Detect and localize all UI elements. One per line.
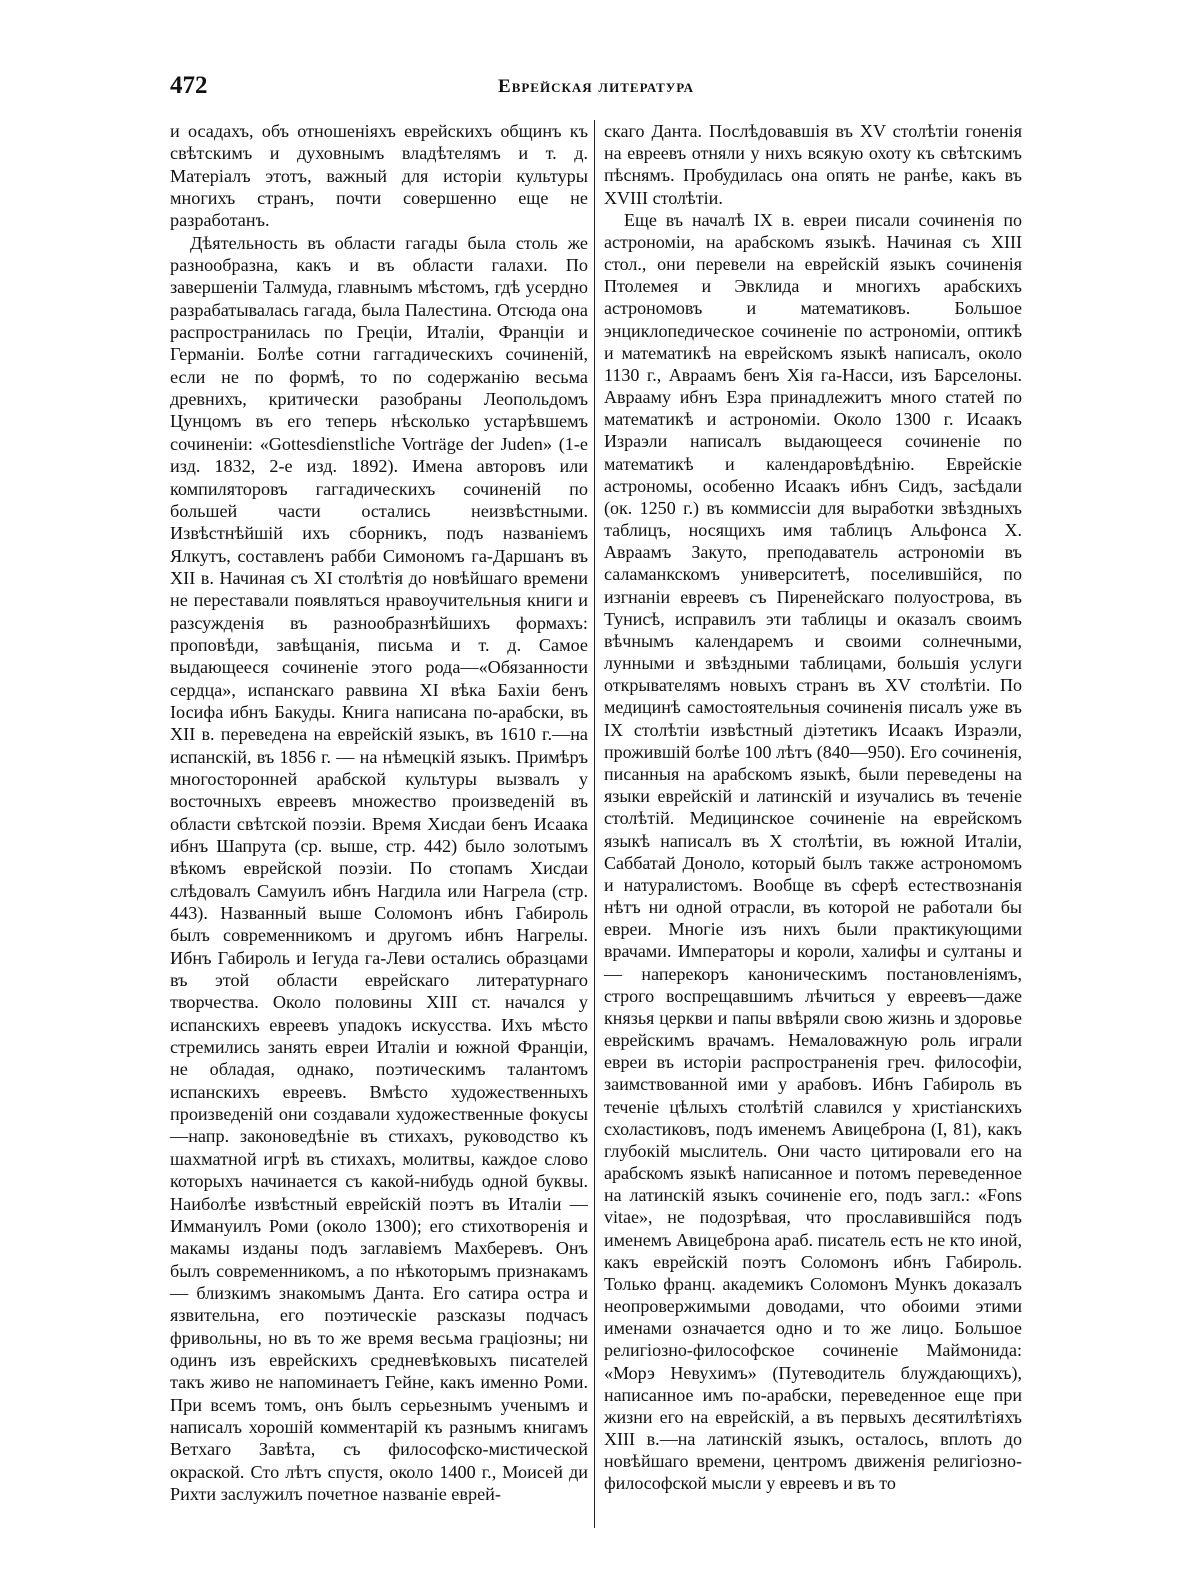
paragraph: Дѣятельность въ области гагады была столь же разнообразна, какъ и въ области галахи. По завершеніи Талмуда, главнымъ мѣстомъ, гдѣ усердно разрабатывалась гагада, была Палестина. Отсюда она распространилась по Греціи, Италіи, Франціи и Германіи. Болѣе сотни гаггадическихъ сочиненій, если не по формѣ, то по содержанію весьма древнихъ, критически разобраны Леопольдомъ Цунцомъ въ его теперь нѣсколько устарѣвшемъ сочиненіи: «Gottesdienstliche Vorträge der Juden» (1-е изд. 1832, 2-е изд. 1892). Имена авторовъ или компиляторовъ гаггадическихъ сочиненій по большей части остались неизвѣстными. Извѣстнѣйшій ихъ сборникъ, подъ названіемъ Ялкутъ, составленъ рабби Симономъ га-Даршанъ въ XII в. Начиная съ XI столѣтія до новѣйшаго времени не переставали появляться нравоучительныя книги и разсужденія въ разнообразнѣйшихъ формахъ: проповѣди, завѣщанія, письма и т. д. Самое выдающееся сочиненіе этого рода—«Обязанности сердца», испанскаго раввина XI вѣка Бахіи бенъ Іосифа ибнъ Бакуды. Книга написана по-арабски, въ XII в. переведена на еврейскій языкъ, въ 1610 г.—на испанскій, въ 1856 г. — на нѣмецкій языкъ. Примѣръ многосторонней арабской культуры вызвалъ у восточныхъ евреевъ множество произведеній въ области свѣтской поэзіи. Время Хисдаи бенъ Исаака ибнъ Шапрута (ср. выше, стр. 442) было золотымъ вѣкомъ еврейской поэзіи. По стопамъ Хисдаи слѣдовалъ Самуилъ ибнъ Нагдила или Нагрела (стр. 443). Названный выше Соломонъ ибнъ Габироль былъ современникомъ и другомъ ибнъ Нагрелы. Ибнъ Габироль и Іегуда га-Леви остались образцами въ этой области еврейскаго литературнаго творчества. Около половины XIII ст. начался у испанскихъ евреевъ упадокъ искусства. Ихъ мѣсто стремились занять евреи Италіи и южной Франціи, не обладая, однако, поэтическимъ талантомъ испанскихъ евреевъ. Вмѣсто художественныхъ произведеній они создавали художественные фокусы—напр. законоведѣніе въ стихахъ, руководство къ шахматной игрѣ въ стихахъ, молитвы, каждое слово которыхъ начинается съ какой-нибудь одной буквы. Наиболѣе извѣстный еврейскій поэтъ въ Италіи — Иммануилъ Роми (около 1300); его стихотворенія и макамы изданы подъ заглавіемъ Махберевъ. Онъ былъ современникомъ, а по нѣкоторымъ признакамъ — близкимъ знакомымъ Данта. Его сатира остра и язвительна, его поэтическіе разсказы подчасъ фривольны, но въ то же время весьма граціозны; ни одинъ изъ еврейскихъ средневѣковыхъ писателей такъ живо не напоминаетъ Гейне, какъ именно Роми. При всемъ томъ, онъ былъ серьезнымъ ученымъ и написалъ хорошій комментарій къ разнымъ книгамъ Ветхаго Завѣта, съ философско-мистической окраской. Сто лѣтъ спустя, около 1400 г., Моисей ди Рихти заслужилъ почетное названіе еврей- bbox=[170, 232, 588, 1504]
page-number: 472 bbox=[170, 72, 208, 99]
running-title: Еврейская литература bbox=[498, 76, 694, 97]
paragraph: и осадахъ, объ отношеніяхъ еврейскихъ общинъ къ свѣтскимъ и духовнымъ владѣтелямъ и т. д. Матеріалъ этотъ, важный для исторіи культуры многихъ странъ, почти совершенно еще не разработанъ. bbox=[170, 121, 588, 231]
left-column bbox=[170, 120, 588, 1505]
page-header bbox=[170, 72, 1022, 108]
right-column bbox=[604, 120, 1022, 1495]
column-divider bbox=[594, 120, 595, 1528]
paragraph: Еще въ началѣ IX в. евреи писали сочиненія по астрономіи, на арабскомъ языкѣ. Начиная съ XIII стол., они перевели на еврейскій языкъ сочиненія Птолемея и Эвклида и многихъ арабскихъ астрономовъ и математиковъ. Большое энциклопедическое сочиненіе по астрономіи, оптикѣ и математикѣ на еврейскомъ языкѣ написалъ, около 1130 г., Авраамъ бенъ Хія га-Насси, изъ Барселоны. Аврааму ибнъ Езра принадлежитъ много статей по математикѣ и астрономіи. Около 1300 г. Исаакъ Израэли написалъ выдающееся сочиненіе по математикѣ и календаровѣдѣнію. Еврейскіе астрономы, особенно Исаакъ ибнъ Сидъ, засѣдали (ок. 1250 г.) въ коммиссіи для выработки звѣздныхъ таблицъ, носящихъ имя таблицъ Альфонса X. Авраамъ Закуто, преподаватель астрономіи въ саламанкскомъ университетѣ, поселившійся, по изгнаніи евреевъ съ Пиренейскаго полуострова, въ Тунисѣ, исправилъ эти таблицы и оказалъ своимъ вѣчнымъ календаремъ и своими солнечными, лунными и звѣздными таблицами, большія услуги открывателямъ новыхъ странъ въ XV столѣтіи. По медицинѣ самостоятельныя сочиненія писалъ уже въ IX столѣтіи извѣстный діэтетикъ Исаакъ Израэли, прожившій болѣе 100 лѣтъ (840—950). Его сочиненія, писанныя на арабскомъ языкѣ, были переведены на языки еврейскій и латинскій и изучались въ теченіе столѣтій. Медицинское сочиненіе на еврейскомъ языкѣ написалъ въ X столѣтіи, въ южной Италіи, Саббатай Доноло, который былъ также астрономомъ и натуралистомъ. Вообще въ сферѣ естествознанія нѣтъ ни одной отрасли, въ которой не работали бы евреи. Многіе изъ нихъ были практикующими врачами. Императоры и короли, халифы и султаны и — наперекоръ каноническимъ постановленіямъ, строго воспрещавшимъ лѣчиться у евреевъ—даже князья церкви и папы ввѣряли свою жизнь и здоровье еврейскимъ врачамъ. Немаловажную роль играли евреи въ исторіи распространенія греч. философіи, заимствованной ими у арабовъ. Ибнъ Габироль въ теченіе цѣлыхъ столѣтій славился у христіанскихъ схоластиковъ, подъ именемъ Авицеброна (I, 81), какъ глубокій мыслитель. Они часто цитировали его на арабскомъ языкѣ написанное и потомъ переведенное на латинскій языкъ сочиненіе его, подъ загл.: «Fons vitae», не подозрѣвая, что прославившійся подъ именемъ Авицеброна араб. писатель есть не кто иной, какъ еврейскій поэтъ Соломонъ ибнъ Габироль. Только франц. академикъ Соломонъ Мункъ доказалъ неопровержимыми доводами, что обоими этими именами означается одно и то же лицо. Большое религіозно-философское сочиненіе Маймонида: «Морэ Невухимъ» (Путеводитель блуждающихъ), написанное имъ по-арабски, переведенное еще при жизни его на еврейскій, а въ первыхъ десятилѣтіяхъ XIII в.—на латинскій языкъ, осталось, вплоть до новѣйшаго времени, центромъ движенія религіозно-философской мысли у евреевъ и въ то bbox=[604, 209, 1022, 1494]
paragraph: скаго Данта. Послѣдовавшія въ XV столѣтіи гоненія на евреевъ отняли у нихъ всякую охоту къ свѣтскимъ пѣснямъ. Пробудилась она опять не ранѣе, какъ въ XVIII столѣтіи. bbox=[604, 121, 1022, 208]
